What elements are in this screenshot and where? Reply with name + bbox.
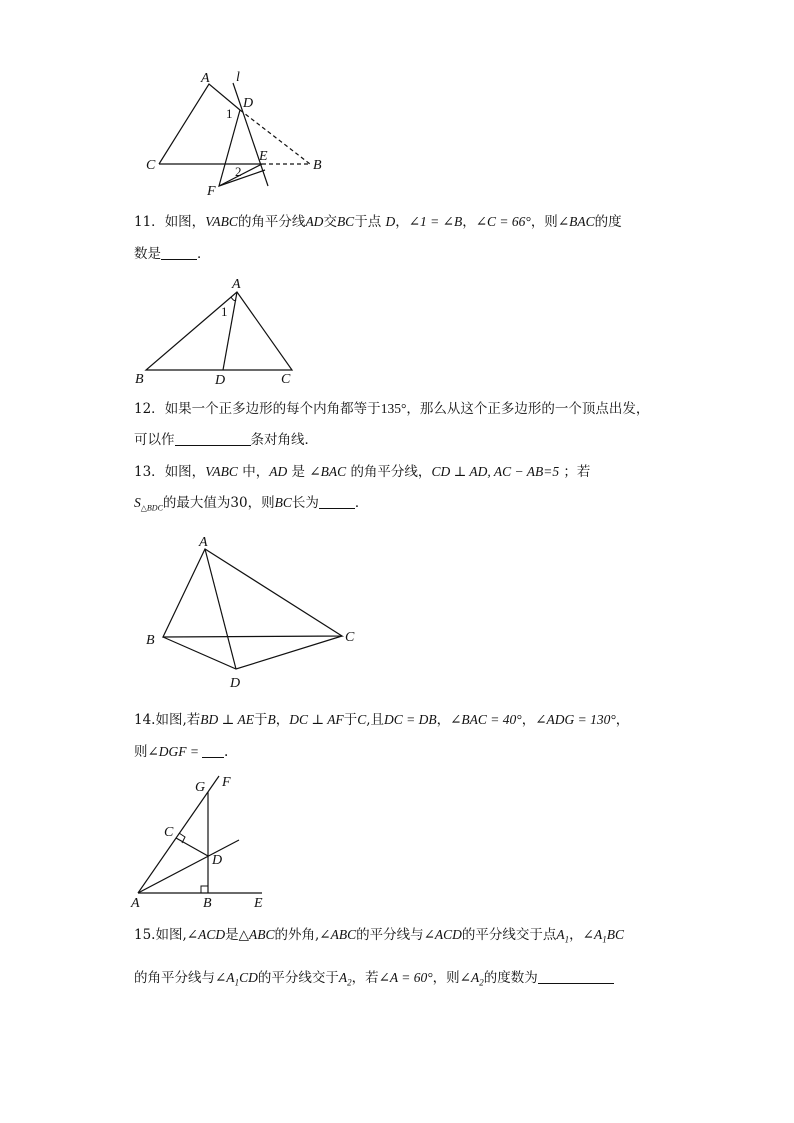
question-15-line-1 xyxy=(134,925,624,950)
math: A xyxy=(556,927,565,942)
math: CD xyxy=(239,970,258,985)
math: S xyxy=(134,495,141,510)
text: 于点 xyxy=(354,214,382,230)
question-number: 12． xyxy=(134,401,165,417)
label-B: B xyxy=(203,896,212,911)
answer-blank[interactable] xyxy=(202,743,224,758)
segment-DB-dashed xyxy=(240,110,310,164)
math-subscript: 1 xyxy=(564,934,570,945)
label-G: G xyxy=(195,780,206,795)
label-B: B xyxy=(146,633,155,648)
math: ∠A xyxy=(582,927,603,942)
math: BD ⊥ AE xyxy=(200,712,254,727)
text: . xyxy=(224,744,229,760)
label-A: A xyxy=(199,535,208,550)
text: 的度数为 xyxy=(483,970,538,986)
math: AD xyxy=(305,214,324,229)
text: ，则 xyxy=(530,214,558,230)
text: ， xyxy=(462,214,476,230)
math: 135° xyxy=(380,401,407,416)
label-E: E xyxy=(254,896,263,911)
math: ∠BAC = 40° xyxy=(450,712,522,727)
math: D xyxy=(385,214,396,229)
text: ． xyxy=(354,495,369,511)
segment-FE-extend xyxy=(219,170,265,186)
text: 的角平分线 xyxy=(237,214,306,230)
line-AD-extended xyxy=(138,840,239,893)
math: B xyxy=(267,712,276,727)
label-A: A xyxy=(131,896,140,911)
math: ∠A = 60° xyxy=(378,970,433,985)
text: ． xyxy=(197,246,211,262)
text: ，那么从这个正多边形的一个顶点出发， xyxy=(406,401,650,417)
answer-blank[interactable] xyxy=(175,431,251,446)
math: VABC xyxy=(205,214,238,229)
path-B-D-C xyxy=(163,636,342,669)
label-D: D xyxy=(215,373,226,388)
text: ， xyxy=(436,712,451,728)
label-D: D xyxy=(243,96,254,111)
math: DC = DB xyxy=(384,712,437,727)
figure-q11 xyxy=(130,272,310,390)
text: 的角平分线， xyxy=(350,464,432,480)
math: BC xyxy=(274,495,292,510)
label-C: C xyxy=(146,158,156,173)
question-number: 11． xyxy=(134,214,165,230)
math: ∠BAC xyxy=(557,214,595,229)
label-angle-1: 1 xyxy=(226,106,233,121)
text: ，则 xyxy=(247,495,275,511)
math: ∠BAC xyxy=(309,464,347,479)
text: ， xyxy=(615,712,630,728)
segment-CD xyxy=(176,838,208,856)
label-C: C xyxy=(281,372,291,387)
text: ,且 xyxy=(366,712,384,728)
text: 于 xyxy=(253,712,268,728)
math: ∠DGF = xyxy=(147,744,200,759)
text: ， xyxy=(395,214,409,230)
math: ∠A xyxy=(215,970,235,985)
triangle-ABC xyxy=(163,549,342,637)
label-D: D xyxy=(230,676,241,691)
text: ， xyxy=(275,712,290,728)
question-12-line-1 xyxy=(134,399,649,419)
label-B: B xyxy=(135,372,144,387)
text: ， xyxy=(569,927,583,943)
math: ∠ACD xyxy=(186,927,226,942)
math: ∠A xyxy=(459,970,480,985)
text: ，则 xyxy=(432,970,460,986)
question-14-line-1 xyxy=(134,710,629,730)
text: 条对角线． xyxy=(250,432,318,448)
question-number: 13． xyxy=(134,464,165,480)
text: 长为 xyxy=(291,495,319,511)
math: ∠ACD xyxy=(423,927,462,942)
ray-AF xyxy=(138,776,219,893)
text: ， xyxy=(521,712,536,728)
math: AD xyxy=(269,464,288,479)
label-D: D xyxy=(212,853,223,868)
figure-q10 xyxy=(140,70,340,200)
math-subscript: 2 xyxy=(479,977,484,988)
text: 的平分线交于 xyxy=(257,970,339,986)
right-angle-mark-B xyxy=(201,886,208,893)
text: 30 xyxy=(230,495,248,511)
label-E: E xyxy=(259,149,268,164)
label-F: F xyxy=(222,775,231,790)
question-13-line-1 xyxy=(134,462,590,482)
figure-q14 xyxy=(130,772,270,912)
text: 的角平分线与 xyxy=(134,970,215,986)
math-subscript: 1 xyxy=(234,977,240,988)
text: 则 xyxy=(134,744,148,760)
label-C: C xyxy=(164,825,174,840)
text: 如图， xyxy=(164,464,206,480)
math: A xyxy=(338,970,348,985)
text: 数是 xyxy=(134,246,161,262)
math: BC xyxy=(336,214,355,229)
text: 于 xyxy=(343,712,358,728)
text: 是 xyxy=(291,464,306,480)
question-11-line-1 xyxy=(134,212,622,232)
text: 如图， xyxy=(164,214,206,230)
text: 交 xyxy=(323,214,337,230)
question-number: 15. xyxy=(134,927,156,943)
math: ∠1 = ∠B xyxy=(408,214,463,229)
label-angle-1: 1 xyxy=(221,304,228,319)
triangle-ABC xyxy=(146,292,292,370)
text: 如图, xyxy=(155,927,187,943)
label-B: B xyxy=(313,158,322,173)
math: ∠ADG = 130° xyxy=(535,712,616,727)
label-A: A xyxy=(201,71,210,86)
text: 如图,若 xyxy=(155,712,201,728)
label-A: A xyxy=(232,277,241,292)
math: CD ⊥ AD, AC − AB=5 xyxy=(431,464,560,479)
text: 的度 xyxy=(594,214,622,230)
math: BC xyxy=(606,927,624,942)
math: ∠C = 66° xyxy=(475,214,531,229)
math-subscript: 2 xyxy=(347,977,352,988)
label-F: F xyxy=(207,184,216,199)
math: VABC xyxy=(205,464,238,479)
math-subscript: △BDC xyxy=(140,503,163,513)
question-12-line-2 xyxy=(134,430,318,450)
text: ，若 xyxy=(351,970,379,986)
text: 的平分线交于点 xyxy=(461,927,557,943)
answer-blank[interactable] xyxy=(161,245,197,260)
question-15-line-2 xyxy=(134,968,614,993)
label-l: l xyxy=(236,70,240,85)
question-13-line-2 xyxy=(134,493,368,519)
text: 可以作 xyxy=(134,432,175,448)
text: ；若 xyxy=(563,464,591,480)
answer-blank[interactable] xyxy=(538,969,614,984)
math: DC ⊥ AF xyxy=(289,712,344,727)
text: 如果一个正多边形的每个内角都等于 xyxy=(164,401,381,417)
text: 的最大值为 xyxy=(162,495,231,511)
text: 的外角, xyxy=(274,927,320,943)
question-number: 14. xyxy=(134,712,156,728)
question-11-line-2 xyxy=(134,244,211,264)
question-14-line-2 xyxy=(134,742,228,762)
math: △ABC xyxy=(238,927,275,942)
label-C: C xyxy=(345,630,355,645)
label-angle-2: 2 xyxy=(235,164,242,179)
answer-blank[interactable] xyxy=(319,494,355,509)
text: 中， xyxy=(242,464,270,480)
figure-q13 xyxy=(140,528,370,693)
segment-AD xyxy=(205,549,236,669)
math: ∠ABC xyxy=(319,927,357,942)
math-subscript: 1 xyxy=(602,934,607,945)
math: C xyxy=(357,712,367,727)
text: 是 xyxy=(225,927,239,943)
text: 的平分线与 xyxy=(356,927,424,943)
